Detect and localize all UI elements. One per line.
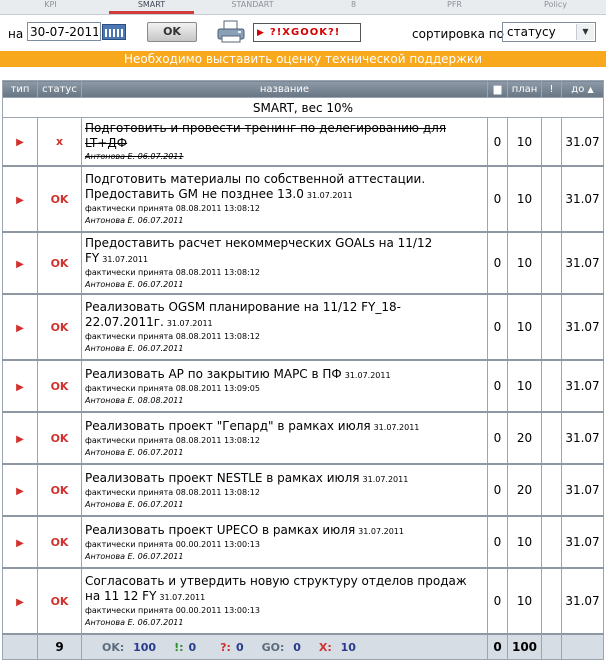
name-cell[interactable] bbox=[82, 412, 488, 464]
comment-count: 0 bbox=[488, 412, 508, 464]
comment-count: 0 bbox=[488, 516, 508, 568]
task-author: Антонова Е. 06.07.2011 bbox=[85, 152, 184, 161]
task-date: 31.07.2011 bbox=[166, 319, 213, 328]
sort-select-value: статусу bbox=[507, 25, 556, 39]
date-input[interactable] bbox=[27, 22, 101, 41]
plan-value: 10 bbox=[508, 166, 542, 232]
status-cell[interactable]: OK bbox=[38, 516, 82, 568]
comment-icon: ▆ bbox=[493, 83, 502, 95]
comment-count: 0 bbox=[488, 464, 508, 516]
col-comments[interactable] bbox=[488, 81, 508, 98]
type-cell[interactable] bbox=[3, 118, 38, 167]
stat-excl-value: 0 bbox=[188, 640, 197, 654]
arrow-right-icon: ▶ bbox=[16, 596, 24, 608]
plan-value: 10 bbox=[508, 118, 542, 167]
flag-cell bbox=[542, 412, 562, 464]
flag-cell bbox=[542, 516, 562, 568]
tab-smart[interactable] bbox=[101, 0, 202, 14]
task-accepted: фактически принята 08.08.2011 13:08:12 bbox=[85, 268, 260, 277]
due-date: 31.07 bbox=[562, 360, 604, 412]
task-title: Реализовать проект "Гепард" в рамках июля bbox=[85, 418, 371, 433]
arrow-right-icon: ▶ bbox=[16, 381, 24, 393]
due-date: 31.07 bbox=[562, 412, 604, 464]
task-title-line bbox=[85, 523, 484, 539]
due-date: 31.07 bbox=[562, 568, 604, 634]
name-cell[interactable] bbox=[82, 568, 488, 634]
task-title-line bbox=[85, 574, 484, 605]
summary-plan: 100 bbox=[508, 634, 542, 660]
task-author: Антонова Е. 06.07.2011 bbox=[85, 280, 184, 289]
task-accepted: фактически принята 00.00.2011 13:00:13 bbox=[85, 606, 260, 615]
status-cell[interactable]: x bbox=[38, 118, 82, 167]
summary-count: 9 bbox=[38, 634, 82, 660]
due-date: 31.07 bbox=[562, 294, 604, 360]
name-cell[interactable] bbox=[82, 464, 488, 516]
task-title-line bbox=[85, 367, 484, 383]
tab-standart[interactable] bbox=[202, 0, 303, 14]
task-author: Антонова Е. 06.07.2011 bbox=[85, 618, 184, 627]
task-accepted: фактически принята 08.08.2011 13:09:05 bbox=[85, 383, 260, 393]
summary-empty bbox=[3, 634, 38, 660]
task-date: 31.07.2011 bbox=[159, 593, 206, 602]
due-date: 31.07 bbox=[562, 516, 604, 568]
task-author: Антонова Е. 08.08.2011 bbox=[85, 395, 184, 405]
stat-ok-key: OK: bbox=[102, 640, 125, 654]
flag-cell bbox=[542, 568, 562, 634]
table-row[interactable] bbox=[3, 568, 604, 634]
task-date: 31.07.2011 bbox=[102, 255, 149, 264]
tab-pfr[interactable] bbox=[404, 0, 505, 14]
status-cell[interactable]: OK bbox=[38, 360, 82, 412]
warning-banner-text: Необходимо выставить оценку технической поддержки bbox=[123, 52, 483, 66]
stat-ok-value: 100 bbox=[133, 640, 157, 654]
task-accepted: фактически принята 00.00.2011 13:00:13 bbox=[85, 539, 260, 549]
task-title: Реализовать проект UPECO в рамках июля bbox=[85, 522, 356, 537]
plan-value: 10 bbox=[508, 294, 542, 360]
sort-up-icon: ▲ bbox=[587, 84, 594, 94]
flag-cell bbox=[542, 166, 562, 232]
type-cell[interactable] bbox=[3, 360, 38, 412]
stat-x-key: X: bbox=[318, 640, 332, 654]
col-status[interactable]: статус bbox=[38, 81, 82, 98]
tab-policy-label: Policy bbox=[543, 0, 567, 9]
stat-excl-key: !: bbox=[174, 640, 184, 654]
group-title: SMART, вес 10% bbox=[3, 98, 604, 118]
arrow-right-icon: ▶ bbox=[16, 258, 24, 270]
task-title-line bbox=[85, 172, 484, 203]
due-date: 31.07 bbox=[562, 464, 604, 516]
table-row[interactable] bbox=[3, 412, 604, 464]
comment-count: 0 bbox=[488, 294, 508, 360]
arrow-right-icon: ▶ bbox=[16, 194, 24, 206]
summary-stats bbox=[82, 634, 488, 660]
type-cell[interactable] bbox=[3, 568, 38, 634]
plan-value: 20 bbox=[508, 464, 542, 516]
col-due-label: до bbox=[571, 83, 585, 95]
task-accepted: фактически принята 08.08.2011 13:08:12 bbox=[85, 204, 260, 213]
tab-bar bbox=[0, 0, 606, 15]
type-cell[interactable] bbox=[3, 294, 38, 360]
alert-indicator[interactable] bbox=[253, 23, 361, 42]
task-date: 31.07.2011 bbox=[358, 526, 404, 536]
name-cell[interactable] bbox=[82, 232, 488, 294]
stat-go-value: 0 bbox=[293, 640, 301, 654]
name-cell[interactable] bbox=[82, 360, 488, 412]
task-date: 31.07.2011 bbox=[362, 474, 409, 484]
calendar-icon[interactable] bbox=[102, 24, 126, 40]
name-cell[interactable] bbox=[82, 166, 488, 232]
col-flag[interactable]: ! bbox=[542, 81, 562, 98]
type-cell[interactable] bbox=[3, 412, 38, 464]
table-row[interactable] bbox=[3, 516, 604, 568]
tab-standart-label: STANDART bbox=[231, 0, 274, 9]
summary-flag bbox=[542, 634, 562, 660]
plan-value: 10 bbox=[508, 516, 542, 568]
group-row bbox=[3, 98, 604, 118]
task-title: Реализовать OGSM планирование на 11/12 FY_18-22.07.2011г. bbox=[85, 300, 401, 329]
task-title-line bbox=[85, 300, 484, 331]
task-title: Подготовить материалы по собственной аттестации. Предоставить GM не позднее 13.0 bbox=[85, 172, 426, 201]
sort-label: сортировка по bbox=[412, 27, 504, 41]
type-cell[interactable] bbox=[3, 232, 38, 294]
comment-count: 0 bbox=[488, 232, 508, 294]
printer-icon[interactable] bbox=[216, 19, 246, 45]
alert-text: ?!XGOOK?! bbox=[269, 27, 341, 38]
task-title: Реализовать AP по закрытию МАРС в ПФ bbox=[85, 366, 342, 381]
task-title: Предоставить расчет некоммерческих GOALs на 11/12 FY bbox=[85, 236, 433, 265]
arrow-right-icon: ▶ bbox=[16, 433, 24, 445]
task-title-line bbox=[85, 471, 484, 487]
sort-select[interactable] bbox=[502, 22, 596, 42]
task-author: Антонова Е. 06.07.2011 bbox=[85, 344, 184, 353]
arrow-right-icon: ▶ bbox=[16, 485, 24, 497]
tab-smart-label: SMART bbox=[137, 0, 166, 9]
tab-8[interactable] bbox=[303, 0, 404, 14]
flag-cell bbox=[542, 464, 562, 516]
flag-cell bbox=[542, 118, 562, 167]
type-cell[interactable] bbox=[3, 516, 38, 568]
col-due[interactable] bbox=[562, 81, 604, 98]
chevron-down-icon[interactable]: ▼ bbox=[576, 24, 594, 40]
comment-count: 0 bbox=[488, 360, 508, 412]
warning-banner[interactable] bbox=[0, 51, 606, 67]
type-cell[interactable] bbox=[3, 166, 38, 232]
play-icon: ▶ bbox=[257, 27, 264, 38]
ok-button[interactable]: OK bbox=[147, 22, 197, 42]
name-cell[interactable] bbox=[82, 118, 488, 167]
task-date: 31.07.2011 bbox=[373, 422, 420, 432]
stat-question-value: 0 bbox=[235, 640, 244, 654]
status-cell[interactable]: OK bbox=[38, 166, 82, 232]
tasks-table bbox=[2, 80, 604, 660]
summary-due bbox=[562, 634, 604, 660]
tab-policy[interactable] bbox=[505, 0, 606, 14]
stat-go-key: GO: bbox=[261, 640, 285, 654]
name-cell[interactable] bbox=[82, 294, 488, 360]
tab-kpi-label: KPI bbox=[44, 0, 57, 9]
task-author: Антонова Е. 06.07.2011 bbox=[85, 447, 184, 457]
tab-pfr-label: PFR bbox=[447, 0, 462, 9]
table-row[interactable] bbox=[3, 464, 604, 516]
flag-cell bbox=[542, 232, 562, 294]
task-accepted: фактически принята 08.08.2011 13:08:12 bbox=[85, 332, 260, 341]
plan-value: 20 bbox=[508, 412, 542, 464]
task-author: Антонова Е. 06.07.2011 bbox=[85, 216, 184, 225]
tab-kpi[interactable] bbox=[0, 0, 101, 14]
task-title: Реализовать проект NESTLE в рамках июля bbox=[85, 470, 360, 485]
task-accepted: фактически принята 08.08.2011 13:08:12 bbox=[85, 487, 260, 497]
due-date: 31.07 bbox=[562, 118, 604, 167]
table-header bbox=[3, 81, 604, 98]
plan-value: 10 bbox=[508, 360, 542, 412]
table-row[interactable] bbox=[3, 118, 604, 167]
task-date: 31.07.2011 bbox=[306, 191, 353, 200]
col-plan[interactable]: план bbox=[508, 81, 542, 98]
tab-8-label: 8 bbox=[350, 0, 357, 9]
status-cell[interactable]: OK bbox=[38, 464, 82, 516]
stat-question-key: ?: bbox=[220, 640, 231, 654]
table-row[interactable] bbox=[3, 360, 604, 412]
status-cell[interactable]: OK bbox=[38, 232, 82, 294]
task-author: Антонова Е. 06.07.2011 bbox=[85, 551, 184, 561]
col-type[interactable]: тип bbox=[3, 81, 38, 98]
table-row[interactable] bbox=[3, 232, 604, 294]
task-title: Согласовать и утвердить новую структуру отделов продаж на 11 12 FY bbox=[85, 574, 467, 603]
due-date: 31.07 bbox=[562, 232, 604, 294]
due-date: 31.07 bbox=[562, 166, 604, 232]
task-title-line bbox=[85, 419, 484, 435]
status-cell[interactable]: OK bbox=[38, 294, 82, 360]
task-date: 31.07.2011 bbox=[344, 370, 391, 380]
name-cell[interactable] bbox=[82, 516, 488, 568]
flag-cell bbox=[542, 294, 562, 360]
task-title: Подготовить и провести тренинг по делегированию для LT+ДФ bbox=[85, 121, 447, 150]
summary-row bbox=[3, 634, 604, 660]
arrow-right-icon: ▶ bbox=[16, 137, 24, 148]
table-row[interactable] bbox=[3, 294, 604, 360]
task-title-line bbox=[85, 236, 484, 267]
comment-count: 0 bbox=[488, 118, 508, 167]
stat-x-value: 10 bbox=[340, 640, 356, 654]
arrow-right-icon: ▶ bbox=[16, 322, 24, 334]
date-label: на bbox=[8, 27, 24, 41]
arrow-right-icon: ▶ bbox=[16, 537, 24, 549]
toolbar bbox=[0, 15, 606, 51]
type-cell[interactable] bbox=[3, 464, 38, 516]
flag-cell bbox=[542, 360, 562, 412]
comment-count: 0 bbox=[488, 166, 508, 232]
summary-comments: 0 bbox=[488, 634, 508, 660]
status-cell[interactable]: OK bbox=[38, 412, 82, 464]
plan-value: 10 bbox=[508, 568, 542, 634]
col-name[interactable]: название bbox=[82, 81, 488, 98]
comment-count: 0 bbox=[488, 568, 508, 634]
task-author: Антонова Е. 06.07.2011 bbox=[85, 499, 184, 509]
plan-value: 10 bbox=[508, 232, 542, 294]
task-accepted: фактически принята 08.08.2011 13:08:12 bbox=[85, 435, 260, 445]
status-cell[interactable]: OK bbox=[38, 568, 82, 634]
table-row[interactable] bbox=[3, 166, 604, 232]
